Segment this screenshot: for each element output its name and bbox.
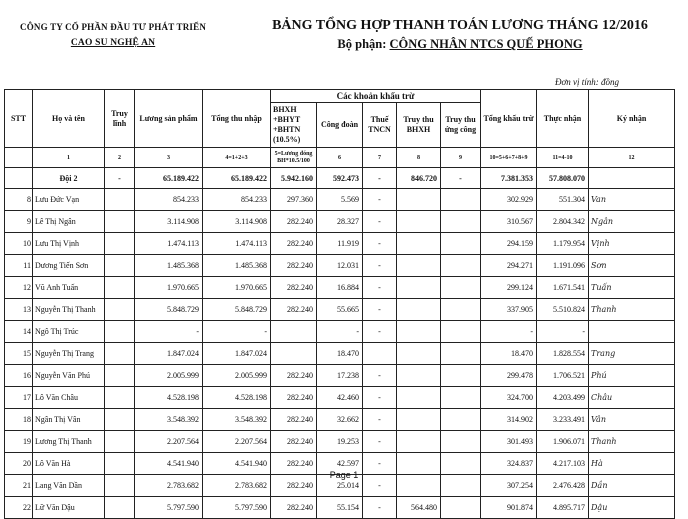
row-truy-linh	[105, 211, 135, 233]
row-cong-doan: 12.031	[317, 255, 363, 277]
table-row	[5, 189, 675, 211]
index-cell: 12	[589, 148, 675, 168]
col-ky-nhan: Ký nhận	[589, 90, 675, 148]
row-name: Lưu Đức Vạn	[33, 189, 105, 211]
department-label: Bộ phận:	[337, 37, 387, 51]
row-tong-khau-tru: 18.470	[481, 343, 537, 365]
row-cong-doan: 18.470	[317, 343, 363, 365]
index-cell: 4=1+2+3	[203, 148, 271, 168]
group-cong-doan: 592.473	[317, 168, 363, 189]
row-luong-san-pham: 854.233	[135, 189, 203, 211]
group-truy-thu-bhxh: 846.720	[397, 168, 441, 189]
row-ky-nhan-signature	[589, 321, 675, 343]
group-tong-thu-nhap: 65.189.422	[203, 168, 271, 189]
row-truy-linh	[105, 409, 135, 431]
row-name: Ngân Thị Vân	[33, 409, 105, 431]
row-ky-nhan-signature: Hà	[589, 453, 675, 475]
row-tong-thu-nhap: 5.797.590	[203, 497, 271, 519]
group-thue: -	[363, 168, 397, 189]
row-bhxh: 282.240	[271, 453, 317, 475]
row-ky-nhan-signature: Thanh	[589, 299, 675, 321]
row-cong-doan: 55.154	[317, 497, 363, 519]
row-tong-thu-nhap: 1.485.368	[203, 255, 271, 277]
row-cong-doan: 28.327	[317, 211, 363, 233]
row-luong-san-pham: 1.970.665	[135, 277, 203, 299]
row-bhxh	[271, 321, 317, 343]
index-cell: 7	[363, 148, 397, 168]
row-name: Lang Văn Dần	[33, 475, 105, 497]
row-stt: 22	[5, 497, 33, 519]
row-truy-thu-bhxh	[397, 343, 441, 365]
row-truy-linh	[105, 233, 135, 255]
row-truy-thu-bhxh	[397, 431, 441, 453]
row-thue: -	[363, 233, 397, 255]
row-truy-thu-ung-cong	[441, 211, 481, 233]
row-truy-linh	[105, 299, 135, 321]
currency-unit: Đơn vị tính: đồng	[555, 77, 620, 87]
row-thue: -	[363, 255, 397, 277]
row-cong-doan: 32.662	[317, 409, 363, 431]
row-thue: -	[363, 321, 397, 343]
row-ky-nhan-signature: Châu	[589, 387, 675, 409]
table-row	[5, 365, 675, 387]
row-thue: -	[363, 365, 397, 387]
row-stt: 21	[5, 475, 33, 497]
row-tong-thu-nhap: 854.233	[203, 189, 271, 211]
row-bhxh: 282.240	[271, 211, 317, 233]
row-ky-nhan-signature: Van	[589, 189, 675, 211]
row-ky-nhan-signature: Vịnh	[589, 233, 675, 255]
row-thue: -	[363, 189, 397, 211]
col-bhxh: BHXH +BHYT +BHTN (10.5%)	[271, 103, 317, 148]
row-name: Ngô Thị Trúc	[33, 321, 105, 343]
row-ky-nhan-signature: Vân	[589, 409, 675, 431]
row-stt: 11	[5, 255, 33, 277]
row-stt: 17	[5, 387, 33, 409]
company-name	[20, 22, 206, 48]
row-truy-linh	[105, 189, 135, 211]
index-cell: 5=Lương đóng BH*10.5/100	[271, 148, 317, 168]
row-ky-nhan-signature: Ngân	[589, 211, 675, 233]
row-bhxh: 282.240	[271, 255, 317, 277]
row-tong-khau-tru: 901.874	[481, 497, 537, 519]
row-thuc-nhan: 4.217.103	[537, 453, 589, 475]
row-luong-san-pham: 2.783.682	[135, 475, 203, 497]
table-row	[5, 409, 675, 431]
row-stt: 9	[5, 211, 33, 233]
row-bhxh: 282.240	[271, 497, 317, 519]
row-cong-doan: 17.238	[317, 365, 363, 387]
row-thue: -	[363, 475, 397, 497]
row-truy-thu-bhxh	[397, 255, 441, 277]
row-name: Lô Văn Châu	[33, 387, 105, 409]
index-cell: 11=4-10	[537, 148, 589, 168]
table-row	[5, 431, 675, 453]
row-thuc-nhan: 4.895.717	[537, 497, 589, 519]
table-row	[5, 321, 675, 343]
row-thuc-nhan: 2.804.342	[537, 211, 589, 233]
row-truy-thu-ung-cong	[441, 299, 481, 321]
group-truy-thu-ung-cong: -	[441, 168, 481, 189]
row-ky-nhan-signature: Dần	[589, 475, 675, 497]
row-thuc-nhan: 1.179.954	[537, 233, 589, 255]
index-cell: 3	[135, 148, 203, 168]
row-stt: 19	[5, 431, 33, 453]
row-ky-nhan-signature: Tuấn	[589, 277, 675, 299]
row-thuc-nhan: 5.510.824	[537, 299, 589, 321]
table-row	[5, 211, 675, 233]
row-tong-khau-tru: 299.124	[481, 277, 537, 299]
row-stt: 20	[5, 453, 33, 475]
row-truy-thu-ung-cong	[441, 233, 481, 255]
row-name: Vũ Anh Tuấn	[33, 277, 105, 299]
row-name: Nguyễn Thị Trang	[33, 343, 105, 365]
row-tong-thu-nhap: 4.528.198	[203, 387, 271, 409]
row-thue: -	[363, 431, 397, 453]
row-luong-san-pham: 2.005.999	[135, 365, 203, 387]
row-name: Dương Tiến Sơn	[33, 255, 105, 277]
table-row	[5, 299, 675, 321]
row-thue: -	[363, 211, 397, 233]
employee-rows	[5, 189, 675, 519]
row-truy-thu-ung-cong	[441, 321, 481, 343]
row-truy-linh	[105, 255, 135, 277]
row-truy-linh	[105, 343, 135, 365]
row-truy-thu-ung-cong	[441, 409, 481, 431]
index-cell: 6	[317, 148, 363, 168]
row-stt: 18	[5, 409, 33, 431]
row-luong-san-pham: 1.485.368	[135, 255, 203, 277]
row-ky-nhan-signature: Sơn	[589, 255, 675, 277]
row-tong-thu-nhap: 4.541.940	[203, 453, 271, 475]
row-truy-thu-bhxh	[397, 233, 441, 255]
row-tong-khau-tru: 294.159	[481, 233, 537, 255]
row-truy-thu-bhxh	[397, 365, 441, 387]
group-tong-khau-tru: 7.381.353	[481, 168, 537, 189]
row-truy-thu-ung-cong	[441, 431, 481, 453]
row-luong-san-pham: 2.207.564	[135, 431, 203, 453]
row-name: Nguyễn Văn Phú	[33, 365, 105, 387]
row-thue: -	[363, 299, 397, 321]
row-truy-thu-ung-cong	[441, 387, 481, 409]
row-truy-thu-bhxh: 564.480	[397, 497, 441, 519]
row-thuc-nhan: 2.476.428	[537, 475, 589, 497]
row-tong-khau-tru: 324.700	[481, 387, 537, 409]
row-luong-san-pham: 5.848.729	[135, 299, 203, 321]
row-luong-san-pham: 1.847.024	[135, 343, 203, 365]
row-luong-san-pham: 4.528.198	[135, 387, 203, 409]
row-tong-khau-tru: -	[481, 321, 537, 343]
row-tong-thu-nhap: 1.474.113	[203, 233, 271, 255]
table-row	[5, 233, 675, 255]
table-row	[5, 277, 675, 299]
row-stt: 14	[5, 321, 33, 343]
row-ky-nhan-signature: Thanh	[589, 431, 675, 453]
row-truy-thu-ung-cong	[441, 189, 481, 211]
row-tong-khau-tru: 301.493	[481, 431, 537, 453]
row-thue: -	[363, 277, 397, 299]
row-luong-san-pham: -	[135, 321, 203, 343]
row-tong-thu-nhap: 2.005.999	[203, 365, 271, 387]
col-name: Họ và tên	[33, 90, 105, 148]
index-cell: 10=5+6+7+8+9	[481, 148, 537, 168]
department	[250, 37, 670, 52]
row-stt: 10	[5, 233, 33, 255]
group-name: Đội 2	[33, 168, 105, 189]
group-total-row	[5, 168, 675, 189]
col-thue-tncn: Thuế TNCN	[363, 103, 397, 148]
col-tong-khau-tru: Tổng khấu trừ	[481, 90, 537, 148]
col-cong-doan: Công đoàn	[317, 103, 363, 148]
row-tong-thu-nhap: 1.847.024	[203, 343, 271, 365]
document-title: BẢNG TỔNG HỢP THANH TOÁN LƯƠNG THÁNG 12/2016	[272, 18, 648, 33]
row-name: Lô Văn Hà	[33, 453, 105, 475]
index-cell: 1	[33, 148, 105, 168]
row-truy-linh	[105, 277, 135, 299]
row-bhxh: 282.240	[271, 233, 317, 255]
row-cong-doan: 55.665	[317, 299, 363, 321]
index-cell: 8	[397, 148, 441, 168]
row-bhxh	[271, 343, 317, 365]
row-luong-san-pham: 1.474.113	[135, 233, 203, 255]
row-truy-thu-bhxh	[397, 299, 441, 321]
row-tong-thu-nhap: 5.848.729	[203, 299, 271, 321]
row-cong-doan: 16.884	[317, 277, 363, 299]
row-thuc-nhan: 1.191.096	[537, 255, 589, 277]
row-thuc-nhan: 1.906.071	[537, 431, 589, 453]
row-stt: 16	[5, 365, 33, 387]
row-cong-doan: 25.014	[317, 475, 363, 497]
page-number: Page 1	[329, 470, 359, 480]
group-thuc-nhan: 57.808.070	[537, 168, 589, 189]
row-stt: 12	[5, 277, 33, 299]
col-stt: STT	[5, 90, 33, 148]
row-cong-doan: 11.919	[317, 233, 363, 255]
row-tong-thu-nhap: 1.970.665	[203, 277, 271, 299]
row-bhxh: 282.240	[271, 409, 317, 431]
row-truy-thu-bhxh	[397, 277, 441, 299]
group-bhxh: 5.942.160	[271, 168, 317, 189]
row-truy-thu-bhxh	[397, 211, 441, 233]
group-truy-linh: -	[105, 168, 135, 189]
company-line2: CAO SU NGHỆ AN	[70, 38, 156, 48]
row-truy-linh	[105, 365, 135, 387]
row-truy-thu-ung-cong	[441, 365, 481, 387]
index-cell	[5, 148, 33, 168]
row-thuc-nhan: 3.233.491	[537, 409, 589, 431]
col-tong-thu-nhap: Tổng thu nhập	[203, 90, 271, 148]
col-truy-thu-ung-cong: Truy thu ứng công	[441, 103, 481, 148]
row-tong-thu-nhap: -	[203, 321, 271, 343]
row-cong-doan: 42.597	[317, 453, 363, 475]
row-truy-thu-ung-cong	[441, 343, 481, 365]
row-thuc-nhan: -	[537, 321, 589, 343]
row-cong-doan: 42.460	[317, 387, 363, 409]
row-tong-khau-tru: 307.254	[481, 475, 537, 497]
row-thuc-nhan: 1.671.541	[537, 277, 589, 299]
row-luong-san-pham: 3.548.392	[135, 409, 203, 431]
row-truy-thu-ung-cong	[441, 255, 481, 277]
row-thue: -	[363, 387, 397, 409]
company-line1: CÔNG TY CỔ PHẦN ĐẦU TƯ PHÁT TRIỂN	[20, 22, 207, 32]
row-tong-khau-tru: 324.837	[481, 453, 537, 475]
row-thue: -	[363, 409, 397, 431]
row-tong-khau-tru: 294.271	[481, 255, 537, 277]
col-group-deductions: Các khoản khấu trừ	[271, 90, 481, 103]
row-tong-thu-nhap: 3.114.908	[203, 211, 271, 233]
row-truy-linh	[105, 387, 135, 409]
row-cong-doan: -	[317, 321, 363, 343]
row-thuc-nhan: 4.203.499	[537, 387, 589, 409]
group-ky-nhan	[589, 168, 675, 189]
row-bhxh: 282.240	[271, 299, 317, 321]
row-luong-san-pham: 4.541.940	[135, 453, 203, 475]
row-tong-khau-tru: 310.567	[481, 211, 537, 233]
row-tong-khau-tru: 337.905	[481, 299, 537, 321]
row-truy-thu-bhxh	[397, 321, 441, 343]
row-thue: -	[363, 453, 397, 475]
row-thue	[363, 343, 397, 365]
row-truy-thu-bhxh	[397, 409, 441, 431]
row-name: Lương Thị Thanh	[33, 431, 105, 453]
group-luong-san-pham: 65.189.422	[135, 168, 203, 189]
row-truy-linh	[105, 321, 135, 343]
row-thuc-nhan: 1.828.554	[537, 343, 589, 365]
row-tong-khau-tru: 314.902	[481, 409, 537, 431]
payroll-table	[4, 89, 675, 519]
row-name: Nguyễn Thị Thanh	[33, 299, 105, 321]
col-truy-thu-bhxh: Truy thu BHXH	[397, 103, 441, 148]
table-row	[5, 343, 675, 365]
department-value: CÔNG NHÂN NTCS QUẾ PHONG	[389, 37, 583, 51]
row-bhxh: 282.240	[271, 365, 317, 387]
row-stt: 15	[5, 343, 33, 365]
row-truy-thu-bhxh	[397, 189, 441, 211]
row-stt: 13	[5, 299, 33, 321]
row-bhxh: 297.360	[271, 189, 317, 211]
column-index-row	[5, 148, 675, 168]
row-name: Lưu Thị Vịnh	[33, 233, 105, 255]
row-stt: 8	[5, 189, 33, 211]
index-cell: 2	[105, 148, 135, 168]
row-tong-khau-tru: 302.929	[481, 189, 537, 211]
group-stt	[5, 168, 33, 189]
row-luong-san-pham: 5.797.590	[135, 497, 203, 519]
row-ky-nhan-signature: Dậu	[589, 497, 675, 519]
row-cong-doan: 5.569	[317, 189, 363, 211]
row-cong-doan: 19.253	[317, 431, 363, 453]
table-row	[5, 255, 675, 277]
row-tong-thu-nhap: 2.783.682	[203, 475, 271, 497]
col-thuc-nhan: Thực nhận	[537, 90, 589, 148]
row-ky-nhan-signature: Trang	[589, 343, 675, 365]
row-bhxh: 282.240	[271, 277, 317, 299]
row-bhxh: 282.240	[271, 387, 317, 409]
col-truy-linh: Truy lĩnh	[105, 90, 135, 148]
row-bhxh: 282.240	[271, 475, 317, 497]
row-name: Lê Thị Ngân	[33, 211, 105, 233]
row-truy-linh	[105, 431, 135, 453]
row-tong-thu-nhap: 3.548.392	[203, 409, 271, 431]
row-ky-nhan-signature: Phú	[589, 365, 675, 387]
row-truy-thu-ung-cong	[441, 277, 481, 299]
col-luong-san-pham: Lương sản phẩm	[135, 90, 203, 148]
row-thuc-nhan: 1.706.521	[537, 365, 589, 387]
row-tong-thu-nhap: 2.207.564	[203, 431, 271, 453]
row-bhxh: 282.240	[271, 431, 317, 453]
row-thue: -	[363, 497, 397, 519]
row-truy-thu-bhxh	[397, 387, 441, 409]
table-row	[5, 387, 675, 409]
row-tong-khau-tru: 299.478	[481, 365, 537, 387]
row-luong-san-pham: 3.114.908	[135, 211, 203, 233]
row-name: Lữ Văn Dậu	[33, 497, 105, 519]
index-cell: 9	[441, 148, 481, 168]
row-thuc-nhan: 551.304	[537, 189, 589, 211]
